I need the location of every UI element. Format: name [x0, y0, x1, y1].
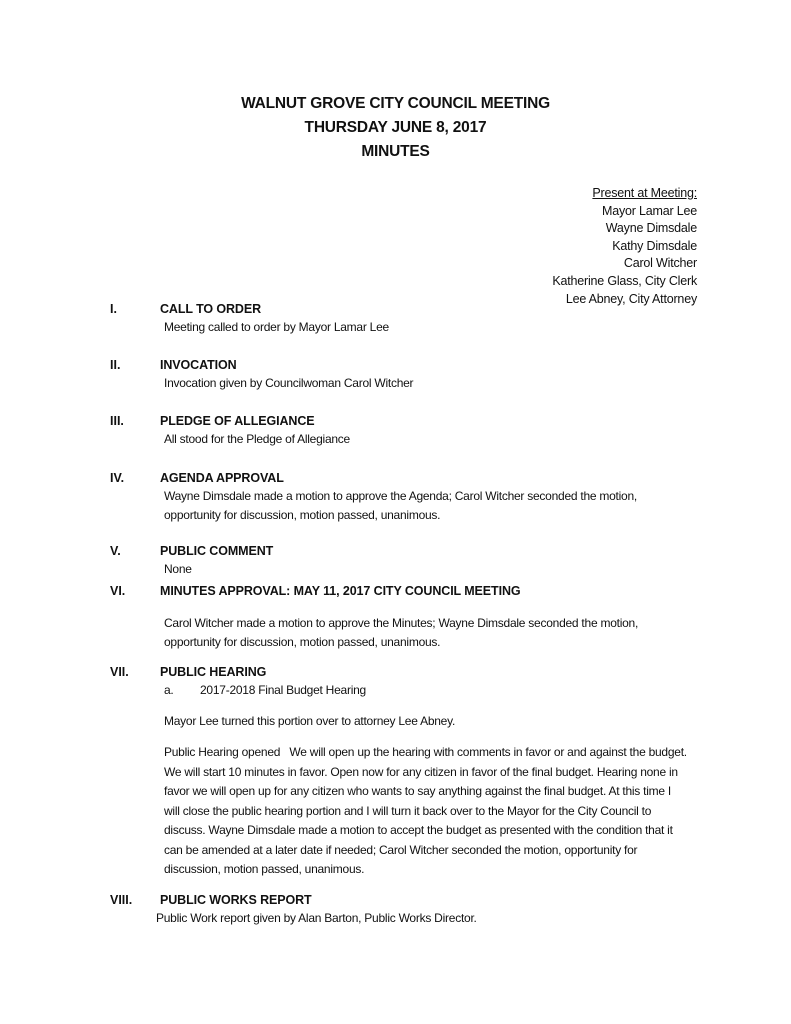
public-comment-text: None [164, 562, 192, 576]
invocation-text: Invocation given by Councilwoman Carol Witcher [164, 376, 414, 390]
attendance-heading: Present at Meeting: [592, 186, 697, 200]
section-number: VI. [110, 584, 126, 598]
hearing-paragraph-line: discuss. Wayne Dimsdale made a motion to accept the budget as presented with the condition that it [164, 823, 673, 837]
attendee: Kathy Dimsdale [612, 238, 697, 253]
hearing-paragraph-line: favor we will open up for any citizen who wants to say anything against the final budget. At this time I [164, 784, 671, 798]
attendee: Wayne Dimsdale [605, 221, 697, 236]
public-works-text: Public Work report given by Alan Barton, Public Works Director. [156, 911, 477, 925]
section-number: VII. [110, 665, 129, 679]
agenda-text-line: Wayne Dimsdale made a motion to approve the Agenda; Carol Witcher seconded the motion, [164, 489, 637, 503]
document-title: WALNUT GROVE CITY COUNCIL MEETING [241, 95, 550, 112]
section-number: II. [110, 358, 121, 372]
section-heading-agenda: AGENDA APPROVAL [160, 471, 284, 485]
hearing-item-label: a. [164, 683, 174, 697]
section-heading-public-hearing: PUBLIC HEARING [160, 665, 267, 679]
section-heading-call-to-order: CALL TO ORDER [160, 302, 262, 316]
hearing-paragraph-line: can be amended at a later date if needed; Carol Witcher seconded the motion, opportunity for [164, 843, 638, 857]
attendee: Lee Abney, City Attorney [565, 291, 697, 306]
document-subtitle: MINUTES [361, 143, 430, 160]
section-heading-public-comment: PUBLIC COMMENT [160, 544, 274, 558]
pledge-text: All stood for the Pledge of Allegiance [164, 432, 350, 446]
hearing-paragraph-1: Mayor Lee turned this portion over to attorney Lee Abney. [164, 714, 456, 728]
attendee: Katherine Glass, City Clerk [552, 273, 697, 288]
section-heading-invocation: INVOCATION [160, 358, 237, 372]
agenda-text-line: opportunity for discussion, motion passed, unanimous. [164, 508, 441, 522]
attendee: Carol Witcher [623, 256, 697, 271]
minutes-text-line: opportunity for discussion, motion passed, unanimous. [164, 635, 441, 649]
call-to-order-text: Meeting called to order by Mayor Lamar Lee [164, 320, 389, 334]
hearing-item-text: 2017-2018 Final Budget Hearing [200, 683, 366, 697]
section-number: I. [110, 302, 117, 316]
minutes-text-line: Carol Witcher made a motion to approve the Minutes; Wayne Dimsdale seconded the motion, [164, 616, 639, 630]
section-number: VIII. [110, 893, 133, 907]
hearing-paragraph-line: Public Hearing opened We will open up the hearing with comments in favor or and against the budget. [164, 745, 687, 759]
hearing-paragraph-line: We will start 10 minutes in favor. Open now for any citizen in favor of the final budget. Hearing none in [164, 765, 678, 779]
section-number: V. [110, 544, 121, 558]
section-number: III. [110, 414, 124, 428]
section-heading-public-works: PUBLIC WORKS REPORT [160, 893, 312, 907]
hearing-paragraph-line: discussion, motion passed, unanimous. [164, 862, 365, 876]
section-number: IV. [110, 471, 125, 485]
attendee: Mayor Lamar Lee [602, 203, 697, 218]
section-heading-minutes: MINUTES APPROVAL: MAY 11, 2017 CITY COUNCIL MEETING [160, 584, 521, 598]
hearing-paragraph-line: will close the public hearing portion and I will turn it back over to the Mayor for the City Council to [164, 804, 652, 818]
meeting-date: THURSDAY JUNE 8, 2017 [304, 119, 487, 136]
attendance-list [552, 185, 697, 308]
section-heading-pledge: PLEDGE OF ALLEGIANCE [160, 414, 315, 428]
